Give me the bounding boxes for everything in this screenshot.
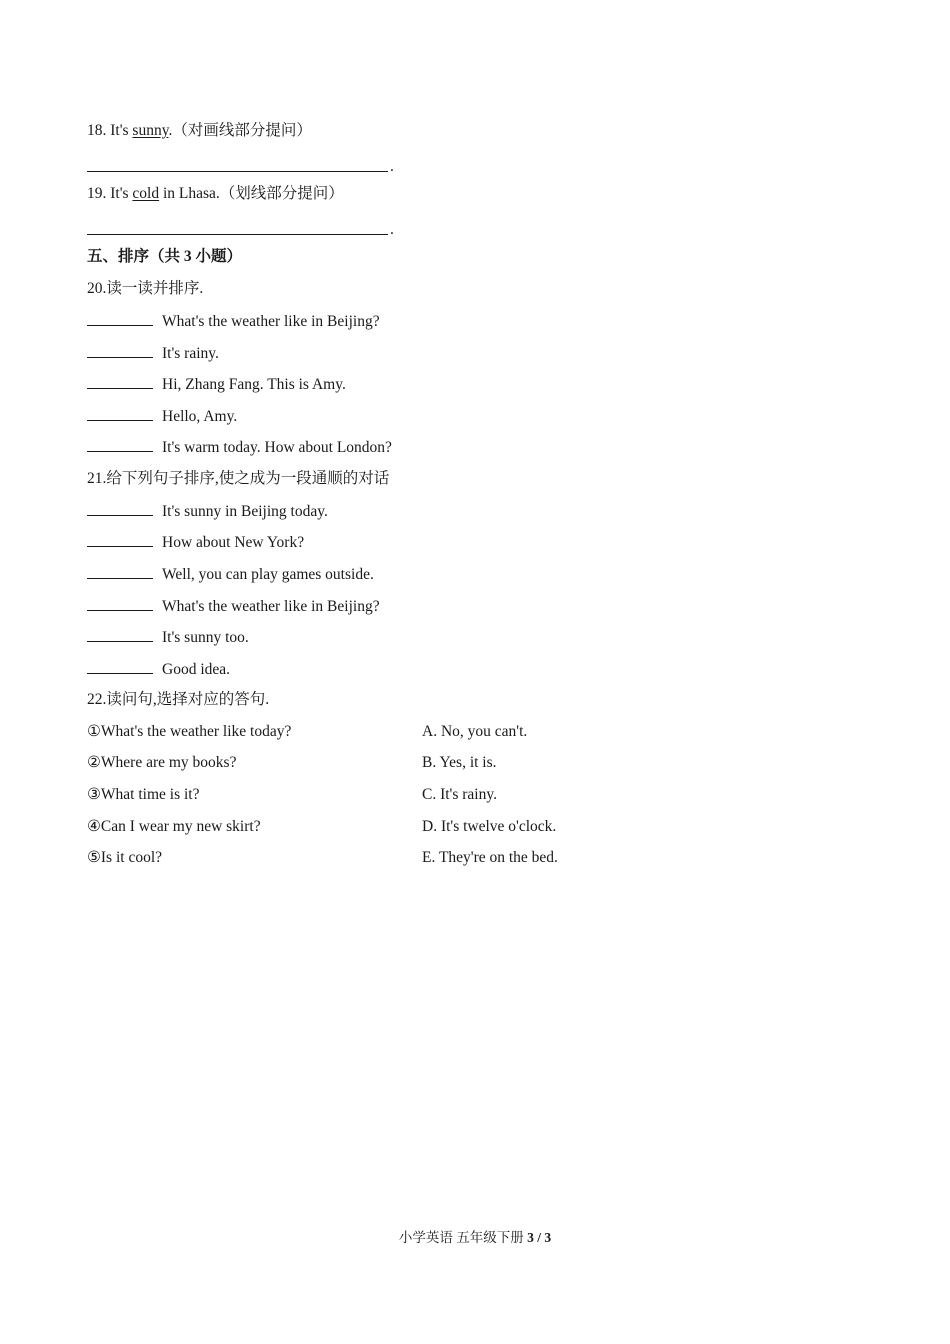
question-20-title: 20.读一读并排序. [87, 280, 204, 297]
q20-item-2-text: It's rainy. [162, 345, 219, 362]
q20-item [87, 406, 237, 427]
q22-question-5: ⑤Is it cool? [87, 849, 163, 866]
q20-item-4-text: Hello, Amy. [162, 408, 238, 425]
q18-suffix: .（对画线部分提问） [168, 122, 312, 139]
q19-answer-line[interactable] [87, 234, 388, 235]
q21-item [87, 627, 249, 648]
footer-total-pages: 3 [544, 1230, 552, 1245]
q19-prefix: 19. It's [87, 185, 133, 202]
q20-item [87, 343, 219, 364]
q22-answer-e: E. They're on the bed. [422, 849, 558, 866]
q22-answer-c: C. It's rainy. [422, 786, 497, 803]
page-footer [0, 1228, 950, 1248]
q21-item [87, 532, 304, 553]
q19-underlined-word: cold [132, 185, 160, 202]
q22-answer-d: D. It's twelve o'clock. [422, 818, 557, 835]
q20-item-4-blank[interactable] [87, 406, 153, 421]
q18-prefix: 18. It's [87, 122, 133, 139]
footer-page-number: 3 [527, 1230, 534, 1245]
q21-item-3-blank[interactable] [87, 564, 153, 579]
q19-answer-period: . [390, 221, 394, 238]
q20-item-5-text: It's warm today. How about London? [162, 439, 392, 456]
q20-item-2-blank[interactable] [87, 343, 153, 358]
q20-item [87, 437, 392, 458]
q18-answer-line[interactable] [87, 171, 388, 172]
q20-item-3-blank[interactable] [87, 374, 153, 389]
q21-item-5-blank[interactable] [87, 627, 153, 642]
q21-item-2-text: How about New York? [162, 534, 305, 551]
footer-text: 小学英语 五年级下册 [398, 1230, 528, 1245]
q21-item-1-text: It's sunny in Beijing today. [162, 503, 328, 520]
q21-item-4-blank[interactable] [87, 596, 153, 611]
q20-item-3-text: Hi, Zhang Fang. This is Amy. [162, 376, 346, 393]
q21-item-6-text: Good idea. [162, 661, 231, 678]
q22-answer-b: B. Yes, it is. [422, 754, 497, 771]
q22-question-1: ①What's the weather like today? [87, 723, 292, 740]
section-5-title: 五、排序（共 3 小题） [87, 248, 243, 265]
q19-suffix: in Lhasa.（划线部分提问） [159, 185, 344, 202]
q21-item-4-text: What's the weather like in Beijing? [162, 598, 380, 615]
question-18 [87, 121, 312, 141]
q21-item [87, 596, 380, 617]
q21-item-1-blank[interactable] [87, 501, 153, 516]
q21-item-2-blank[interactable] [87, 532, 153, 547]
q21-item-5-text: It's sunny too. [162, 629, 249, 646]
q21-item-6-blank[interactable] [87, 659, 153, 674]
question-21-title: 21.给下列句子排序,使之成为一段通顺的对话 [87, 470, 390, 487]
footer-separator: / [533, 1230, 545, 1245]
q20-item [87, 311, 380, 332]
q22-question-2: ②Where are my books? [87, 754, 237, 771]
q22-answer-a: A. No, you can't. [422, 723, 528, 740]
q20-item-5-blank[interactable] [87, 437, 153, 452]
q22-question-4: ④Can I wear my new skirt? [87, 818, 261, 835]
q20-item-1-blank[interactable] [87, 311, 153, 326]
q21-item [87, 564, 374, 585]
q22-question-3: ③What time is it? [87, 786, 200, 803]
q20-item [87, 374, 346, 395]
q18-answer-period: . [390, 158, 394, 175]
q20-item-1-text: What's the weather like in Beijing? [162, 313, 380, 330]
question-19 [87, 184, 344, 204]
q21-item-3-text: Well, you can play games outside. [162, 566, 374, 583]
q18-underlined-word: sunny [132, 122, 169, 139]
question-22-title: 22.读问句,选择对应的答句. [87, 691, 270, 708]
q21-item [87, 501, 328, 522]
q21-item [87, 659, 230, 680]
